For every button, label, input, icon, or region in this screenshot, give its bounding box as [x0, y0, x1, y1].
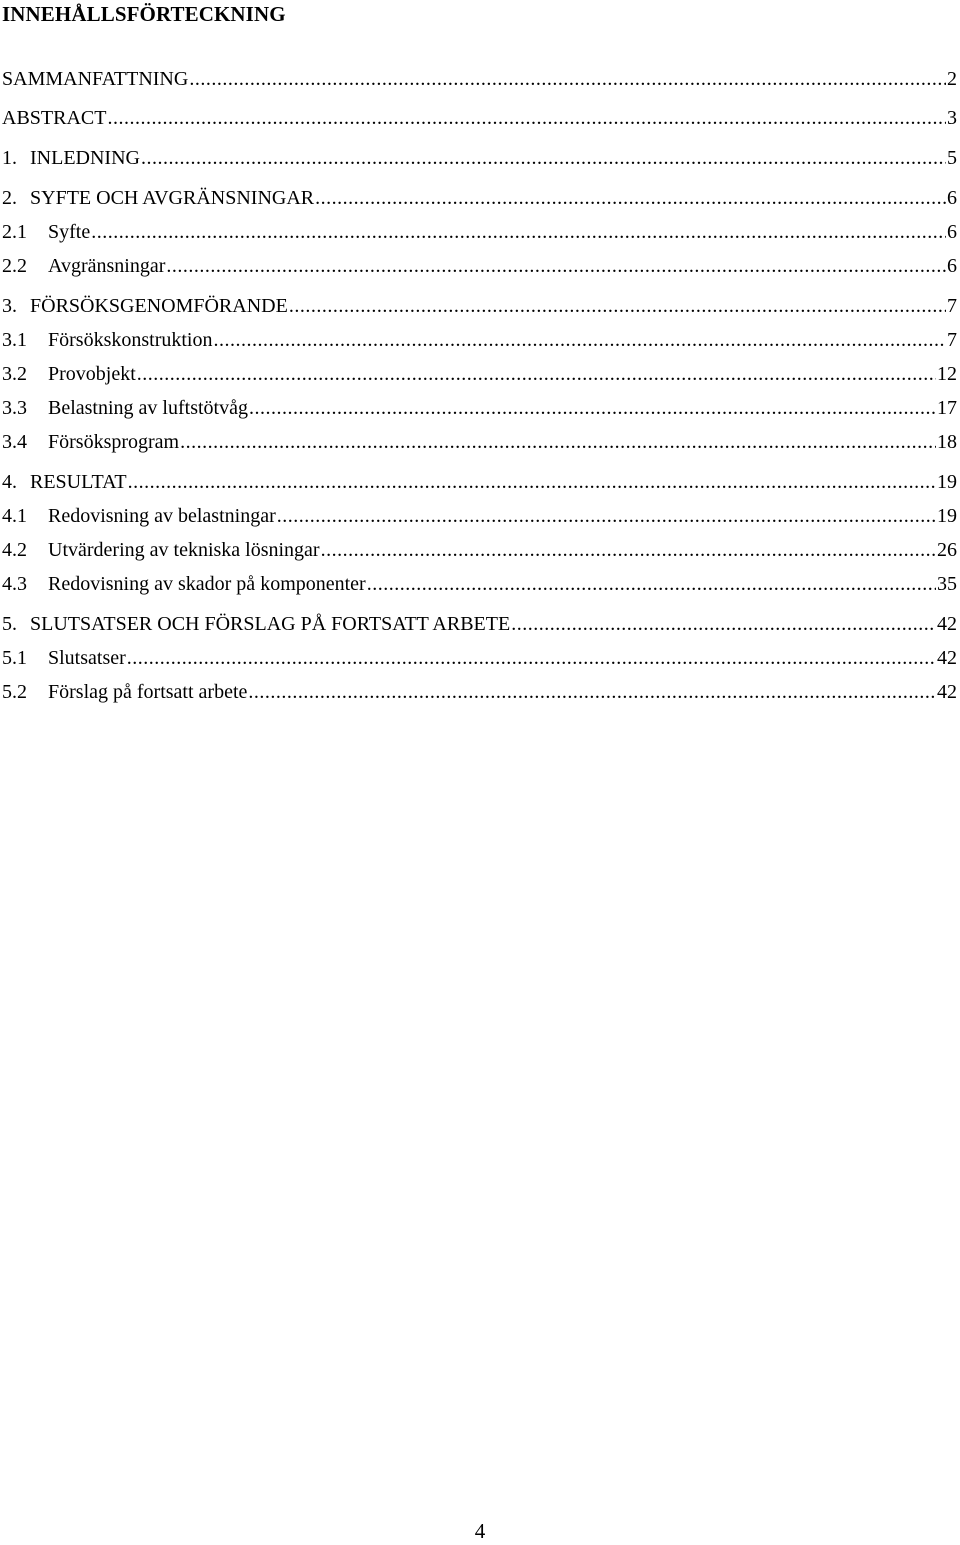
toc-dot-leader — [248, 679, 936, 705]
toc-entry-forsoksprogram[interactable] — [2, 429, 957, 455]
toc-entry-title: SLUTSATSER OCH FÖRSLAG PÅ FORTSATT ARBETE — [30, 613, 511, 635]
toc-entry-page: 17 — [937, 397, 957, 419]
toc-entry-utvardering-av-tekniska-losningar[interactable] — [2, 537, 957, 563]
toc-entry-title: INLEDNING — [30, 147, 140, 169]
toc-entry-title: Belastning av luftstötvåg — [48, 397, 248, 419]
toc-entry-page: 12 — [937, 363, 957, 385]
toc-entry-title: Provobjekt — [48, 363, 136, 385]
toc-dot-leader — [107, 105, 946, 131]
toc-entry-page: 42 — [937, 647, 957, 669]
toc-entry-page: 6 — [947, 255, 957, 277]
toc-entry-page: 42 — [937, 613, 957, 635]
toc-entry-provobjekt[interactable] — [2, 361, 957, 387]
toc-entry-page: 19 — [937, 471, 957, 493]
toc-entry-abstract[interactable] — [2, 105, 957, 131]
toc-entry-title: Försöksprogram — [48, 431, 180, 453]
toc-dot-leader — [166, 253, 946, 279]
toc-dot-leader — [289, 293, 946, 319]
toc-entry-title: Försökskonstruktion — [48, 329, 213, 351]
toc-entry-inledning[interactable] — [2, 145, 957, 171]
toc-entry-slutsatser[interactable] — [2, 645, 957, 671]
toc-entry-title: Redovisning av skador på komponenter — [48, 573, 366, 595]
toc-entry-title: Syfte — [48, 221, 91, 243]
toc-entry-avgransningar[interactable] — [2, 253, 957, 279]
toc-entry-number: 3.3 — [2, 397, 27, 419]
page-number: 4 — [474, 1519, 486, 1543]
toc-entry-title: Avgränsningar — [48, 255, 166, 277]
toc-dot-leader — [189, 66, 946, 92]
toc-dot-leader — [277, 503, 936, 529]
toc-dot-leader — [249, 395, 936, 421]
toc-entry-page: 19 — [937, 505, 957, 527]
toc-entry-page: 3 — [947, 107, 957, 129]
toc-entry-syfte-och-avgransningar[interactable] — [2, 185, 957, 211]
toc-entry-number: 3.4 — [2, 431, 27, 453]
toc-entry-number: 2.1 — [2, 221, 27, 243]
toc-entry-belastning-av-luftstotvag[interactable] — [2, 395, 957, 421]
toc-entry-forslag-pa-fortsatt-arbete[interactable] — [2, 679, 957, 705]
toc-dot-leader — [127, 645, 936, 671]
toc-entry-number: 4.3 — [2, 573, 27, 595]
toc-entry-number: 3. — [2, 295, 17, 317]
toc-entry-page: 35 — [937, 573, 957, 595]
toc-entry-page: 2 — [947, 68, 957, 90]
toc-dot-leader — [91, 219, 946, 245]
toc-entry-page: 26 — [937, 539, 957, 561]
toc-entry-redovisning-av-skador[interactable] — [2, 571, 957, 597]
toc-entry-number: 2.2 — [2, 255, 27, 277]
toc-entry-slutsatser-och-forslag[interactable] — [2, 611, 957, 637]
toc-entry-title: SYFTE OCH AVGRÄNSNINGAR — [30, 187, 315, 209]
toc-entry-forsokskonstruktion[interactable] — [2, 327, 957, 353]
toc-dot-leader — [137, 361, 936, 387]
toc-entry-page: 42 — [937, 681, 957, 703]
toc-entry-title: FÖRSÖKSGENOMFÖRANDE — [30, 295, 288, 317]
toc-entry-sammanfattning[interactable] — [2, 66, 957, 92]
toc-entry-forsoksgenomforande[interactable] — [2, 293, 957, 319]
toc-entry-resultat[interactable] — [2, 469, 957, 495]
toc-entry-title: Förslag på fortsatt arbete — [48, 681, 248, 703]
toc-entry-page: 6 — [947, 221, 957, 243]
toc-entry-title: Slutsatser — [48, 647, 126, 669]
toc-entry-page: 5 — [947, 147, 957, 169]
toc-entry-number: 2. — [2, 187, 17, 209]
toc-entry-number: 5.2 — [2, 681, 27, 703]
toc-entry-number: 5.1 — [2, 647, 27, 669]
toc-entry-page: 7 — [947, 295, 957, 317]
toc-dot-leader — [141, 145, 946, 171]
toc-entry-page: 6 — [947, 187, 957, 209]
toc-heading: INNEHÅLLSFÖRTECKNING — [2, 2, 286, 26]
toc-dot-leader — [180, 429, 936, 455]
toc-entry-title: ABSTRACT — [2, 107, 107, 129]
toc-dot-leader — [213, 327, 946, 353]
toc-entry-title: Redovisning av belastningar — [48, 505, 276, 527]
toc-entry-title: RESULTAT — [30, 471, 127, 493]
toc-dot-leader — [315, 185, 946, 211]
toc-entry-redovisning-av-belastningar[interactable] — [2, 503, 957, 529]
toc-entry-syfte[interactable] — [2, 219, 957, 245]
toc-dot-leader — [128, 469, 936, 495]
toc-entry-number: 3.1 — [2, 329, 27, 351]
toc-entry-page: 18 — [937, 431, 957, 453]
toc-entry-number: 1. — [2, 147, 17, 169]
toc-entry-title: Utvärdering av tekniska lösningar — [48, 539, 320, 561]
toc-entry-page: 7 — [947, 329, 957, 351]
toc-dot-leader — [367, 571, 936, 597]
toc-dot-leader — [511, 611, 936, 637]
toc-entry-number: 4. — [2, 471, 17, 493]
toc-entry-number: 3.2 — [2, 363, 27, 385]
toc-entry-number: 4.2 — [2, 539, 27, 561]
toc-entry-number: 4.1 — [2, 505, 27, 527]
toc-dot-leader — [321, 537, 936, 563]
toc-entry-number: 5. — [2, 613, 17, 635]
toc-entry-title: SAMMANFATTNING — [2, 68, 189, 90]
